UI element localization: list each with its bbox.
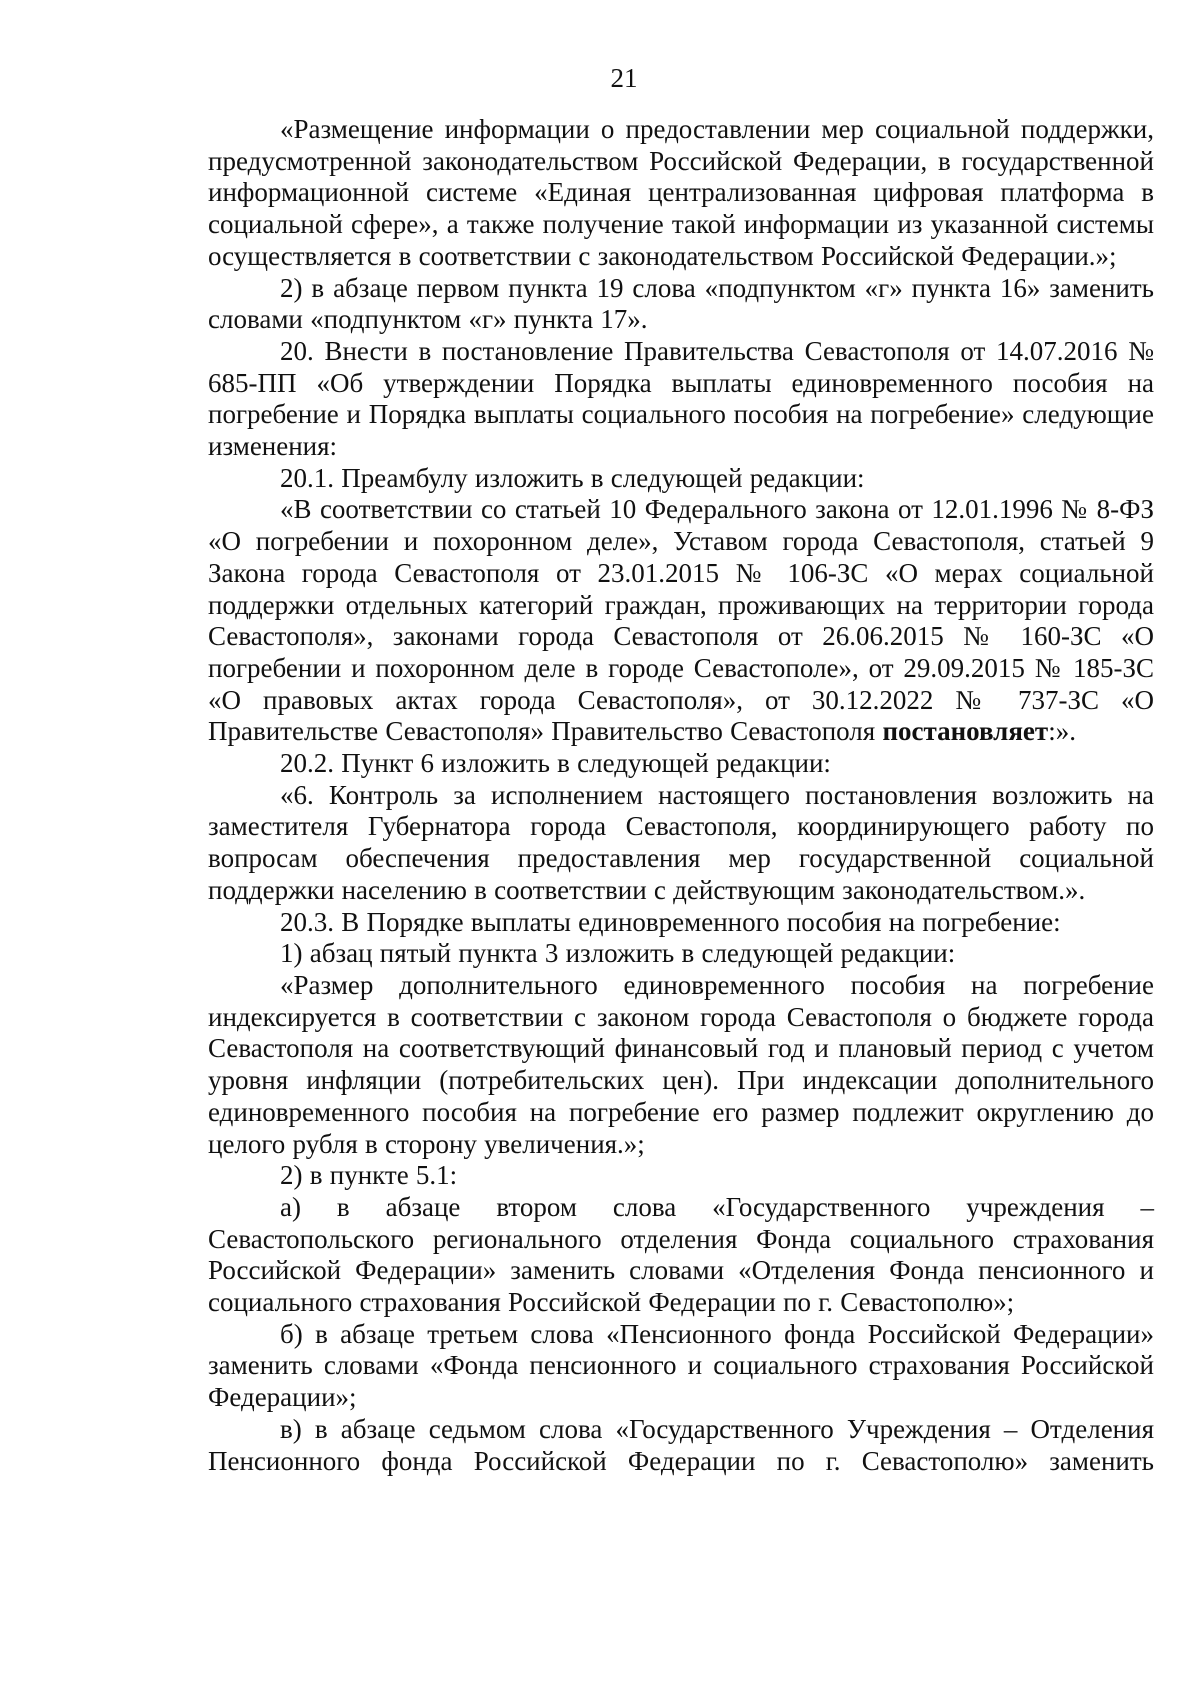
page-number: 21 (610, 63, 638, 93)
paragraph-item-2-point-19: 2) в абзаце первом пункта 19 слова «подпунктом «г» пункта 16» заменить словами «подпунктом «г» пункта 17». (208, 272, 1154, 335)
paragraph-preamble (208, 494, 1154, 748)
paragraph-subitem-a: а) в абзаце втором слова «Государственного учреждения – Севастопольского регионального отделения Фонда социального страхования Российской Федерации» заменить словами «Отделения Фонда пенсионного и социального страхования Российской Федерации по г. Севастополю»; (208, 1191, 1154, 1318)
paragraph-social-support-info: «Размещение информации о предоставлении мер социальной поддержки, предусмотренной законодательством Российской Федерации, в государственной информационной системе «Единая централизованная цифровая платформа в социальной сфере», а также получение такой информации из указанной системы осуществляется в соответствии с законодательством Российской Федерации.»; (208, 114, 1154, 271)
preamble-end: :». (1048, 716, 1076, 747)
paragraph-subitem-b: б) в абзаце третьем слова «Пенсионного фонда Российской Федерации» заменить словами «Фонда пенсионного и социального страхования Российской Федерации»; (208, 1318, 1154, 1413)
paragraph-subitem-2: 2) в пункте 5.1: (280, 1160, 458, 1191)
paragraph-item-20-3: 20.3. В Порядке выплаты единовременного пособия на погребение: (280, 906, 1061, 937)
preamble-bold-word: постановляет (882, 716, 1049, 747)
paragraph-point-6: «6. Контроль за исполнением настоящего постановления возложить на заместителя Губернатора города Севастополя, координирующего работу по вопросам обеспечения предоставления мер государственной социальной поддержки населению в соответствии с действующим законодательством.». (208, 779, 1154, 905)
paragraph-subitem-1: 1) абзац пятый пункта 3 изложить в следующей редакции: (280, 938, 956, 969)
paragraph-indexation: «Размер дополнительного единовременного пособия на погребение индексируется в соответствии с законом города Севастополя о бюджете города Севастополя на соответствующий финансовый год и плановый период с учетом уровня инфляции (потребительских цен). При индексации дополнительного единовременного пособия на погребение его размер подлежит округлению до целого рубля в сторону увеличения.»; (208, 969, 1154, 1159)
document-body (208, 114, 1154, 1477)
preamble-text: «В соответствии со статьей 10 Федерального закона от 12.01.1996 № 8-ФЗ «О погребении и похоронном деле», Уставом города Севастополя, статьей 9 Закона города Севастополя от 23.01.2015 № 106-ЗС «О мерах социальной поддержки отдельных категорий граждан, проживающих на территории города Севастополя», законами города Севастополя от 26.06.2015 № 160-ЗС «О погребении и похоронном деле в городе Севастополе», от 29.09.2015 № 185-ЗС «О правовых актах города Севастополя», от 30.12.2022 № 737-ЗС «О Правительстве Севастополя» Правительство Севастополя (208, 494, 1154, 747)
paragraph-item-20-2: 20.2. Пункт 6 изложить в следующей редакции: (280, 748, 831, 779)
paragraph-item-20-1: 20.1. Преамбулу изложить в следующей редакции: (280, 462, 865, 493)
paragraph-item-20: 20. Внести в постановление Правительства Севастополя от 14.07.2016 № 685-ПП «Об утверждении Порядка выплаты единовременного пособия на погребение и Порядка выплаты социального пособия на погребение» следующие изменения: (208, 335, 1154, 462)
paragraph-subitem-v: в) в абзаце седьмом слова «Государственного Учреждения – Отделения Пенсионного фонда Российской Федерации по г. Севастополю» заменить (208, 1413, 1154, 1476)
